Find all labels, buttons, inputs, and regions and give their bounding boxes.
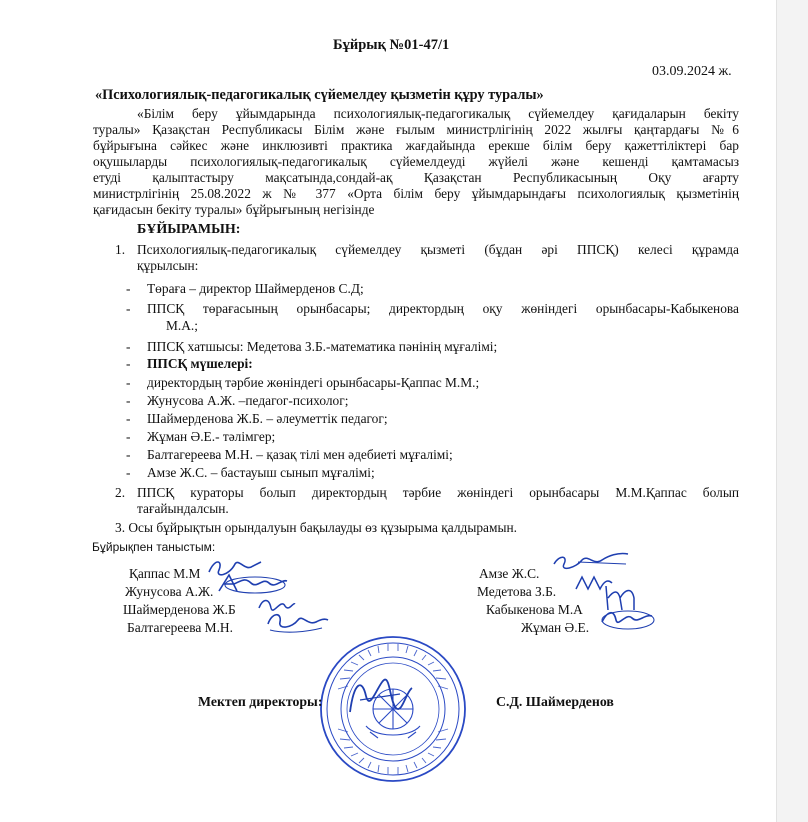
signatory-name: Жұман Ә.Е. <box>521 620 590 635</box>
page-edge <box>776 0 808 822</box>
item1-text: Психологиялық-педагогикалық сүйемелдеу қызметі (бұдан әрі ППСҚ) келесі құрамда <box>137 242 739 257</box>
item3-text: 3. Осы бұйрықтын орындалуын бақылауды өз құзырыма қалдырамын. <box>115 520 517 535</box>
member-item: Жунусова А.Ж. –педагог-психолог; <box>147 393 349 408</box>
member-item: Шаймерденова Ж.Б. – әлеуметтік педагог; <box>147 411 388 426</box>
order-title: Бұйрық №01-47/1 <box>333 37 450 53</box>
member-item: Балтагереева М.Н. – қазақ тілі мен әдебиеті мұғалімі; <box>147 447 453 462</box>
preamble-line: туралы» Қазақстан Республикасы Білім және ғылым министрлігінің 2022 жылғы қаңтардағы №6 <box>93 122 739 137</box>
director-signature <box>340 672 420 722</box>
list-dash: - <box>126 411 131 426</box>
list-dash: - <box>126 301 131 316</box>
signatory-name: Кабыкенова М.А <box>486 602 583 617</box>
order-date: 03.09.2024 ж. <box>652 64 732 79</box>
item2-text-cont: тағайындалсын. <box>137 501 229 516</box>
deputy-line-cont: М.А.; <box>166 318 198 333</box>
item1-text-cont: құрылсын: <box>137 258 199 273</box>
list-dash: - <box>126 447 131 462</box>
director-name: С.Д. Шаймерденов <box>496 694 614 709</box>
list-dash: - <box>126 465 131 480</box>
members-heading: ППСҚ мүшелері: <box>147 356 253 371</box>
signatory-name: Қаппас М.М <box>129 566 201 581</box>
preamble-line: министрлігінің 25.08.2022 ж № 377 «Орта білім беру ұйымдарындағы психологиялық қызметінің <box>93 186 739 201</box>
acquainted-label: Бұйрықпен таныстым: <box>92 540 216 554</box>
item2-number: 2. <box>115 485 126 500</box>
signatory-name: Амзе Ж.С. <box>479 566 540 581</box>
chair-line: Төраға – директор Шаймерденов С.Д; <box>147 281 364 296</box>
preamble-line: оқушыларды психологиялық-педагогикалық сүйемелдеуді жүйелі және кешенді қамтамасыз <box>93 154 739 169</box>
list-dash: - <box>126 339 131 354</box>
list-dash: - <box>126 429 131 444</box>
preamble-line: «Білім беру ұйымдарында психологиялық-педагогикалық сүйемелдеу қағидаларын бекіту <box>137 106 739 121</box>
list-dash: - <box>126 375 131 390</box>
signatory-name: Жунусова А.Ж. <box>125 584 214 599</box>
signatory-name: Балтагереева М.Н. <box>127 620 233 635</box>
signatory-name: Шаймерденова Ж.Б <box>123 602 236 617</box>
director-label: Мектеп директоры: <box>198 694 323 709</box>
list-dash: - <box>126 356 131 371</box>
signatory-name: Медетова З.Б. <box>477 584 557 599</box>
preamble-line: қағидасын бекіту туралы» бұйрығының негізінде <box>93 202 375 217</box>
preamble-line: бұйрығына сәйкес және инклюзивті практика жағдайында ерекше білім беру қажеттіліктері бар <box>93 138 739 153</box>
secretary-line: ППСҚ хатшысы: Медетова З.Б.-математика пәнінің мұғалімі; <box>147 339 498 354</box>
item1-number: 1. <box>115 242 126 257</box>
list-dash: - <box>126 281 131 296</box>
signature-zhuman <box>598 606 658 632</box>
command-word: БҰЙЫРАМЫН: <box>137 222 241 237</box>
member-item: Амзе Ж.С. – бастауыш сынып мұғалімі; <box>147 465 375 480</box>
list-dash: - <box>126 393 131 408</box>
signature-baltagereeva <box>262 610 332 634</box>
member-item: Жұман Ә.Е.- тәлімгер; <box>147 429 276 444</box>
member-item: директордың тәрбие жөніндегі орынбасары-Қаппас М.М.; <box>147 375 480 390</box>
deputy-line: ППСҚ төрағасының орынбасары; директордың оқу жөніндегі орынбасары-Кабыкенова <box>147 301 739 316</box>
order-heading: «Психологиялық-педагогикалық сүйемелдеу қызметін құру туралы» <box>95 87 544 103</box>
preamble-line: етуді қалыптастыру мақсатында,сондай-ақ Қазақстан Республикасының Оқу ағарту <box>93 170 739 185</box>
item2-text: ППСҚ кураторы болып директордың тәрбие жөніндегі орынбасары М.М.Қаппас болып <box>137 485 739 500</box>
